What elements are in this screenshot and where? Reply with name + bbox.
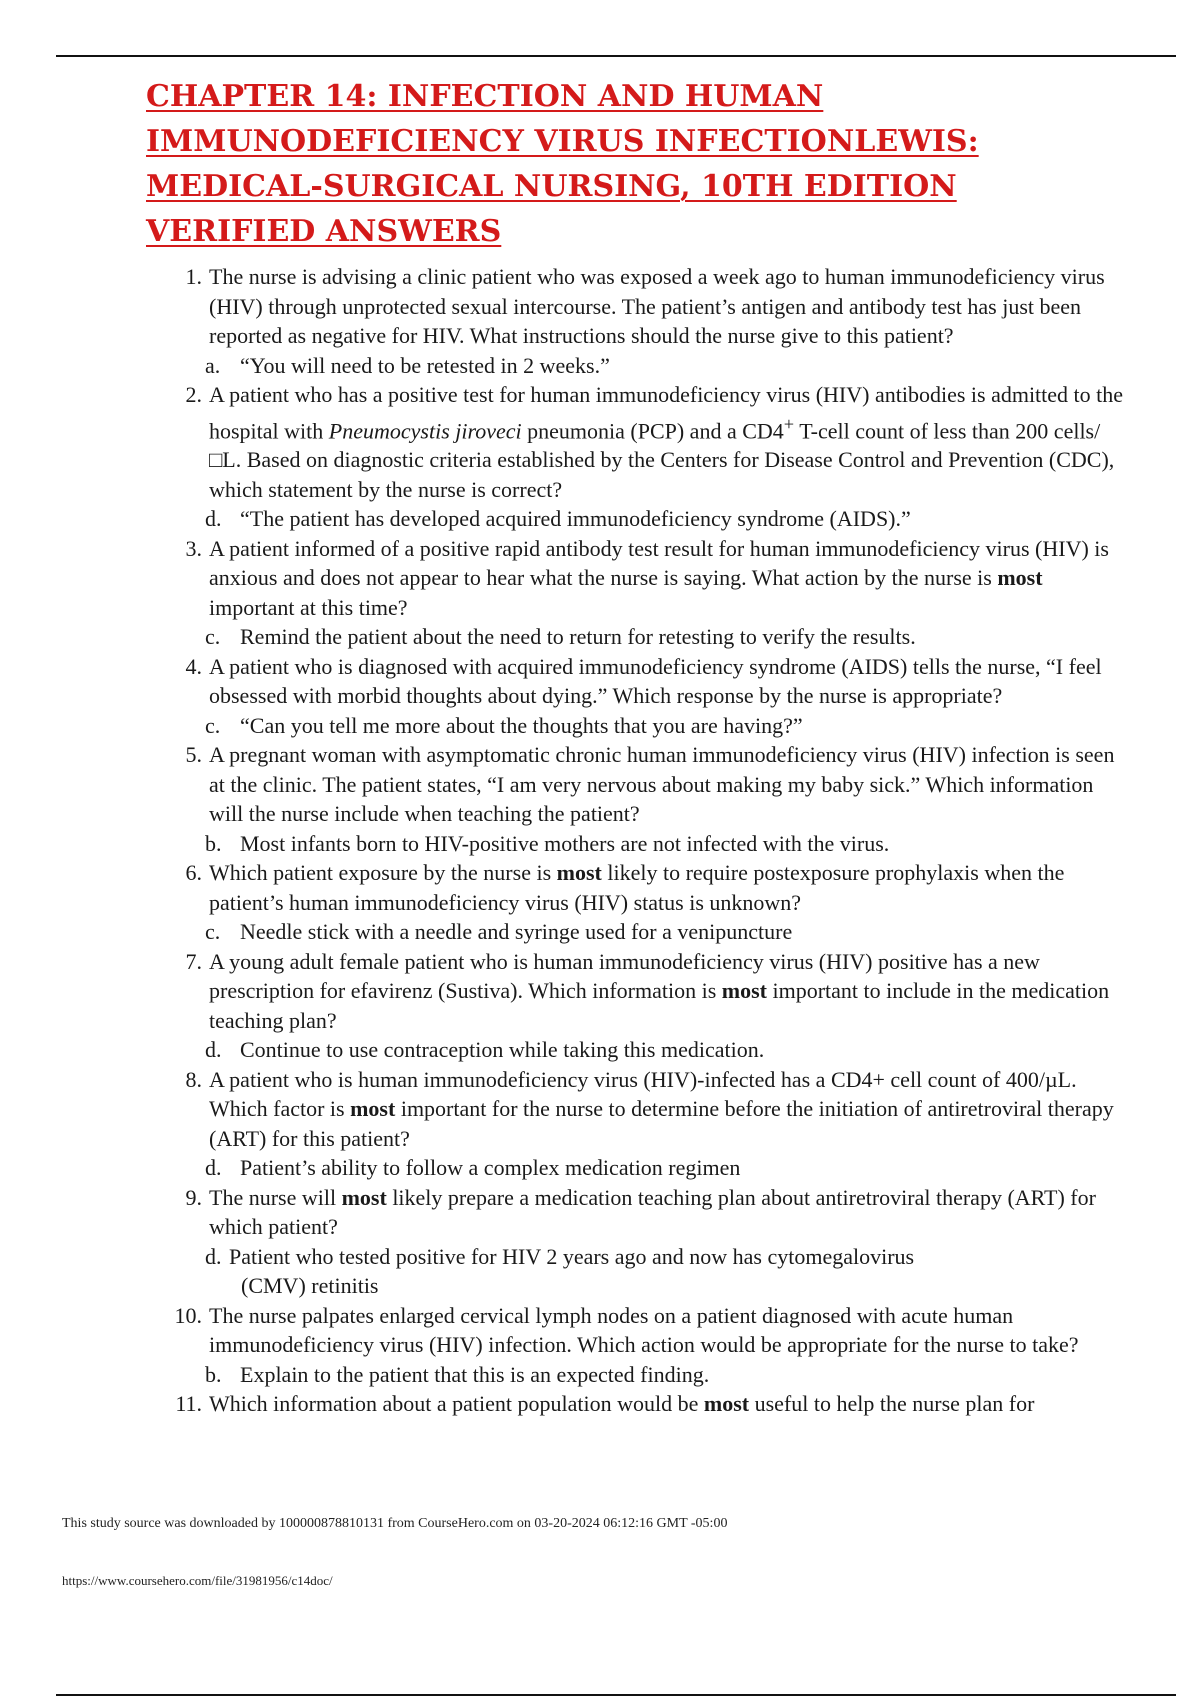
- bottom-rule: [56, 1694, 1176, 1696]
- question-2: [0, 380, 1200, 504]
- answer-6: [0, 917, 1200, 947]
- question-text-bold: most: [350, 1096, 396, 1122]
- answer-letter: b.: [205, 1361, 222, 1387]
- question-text: A patient informed of a positive rapid antibody test result for human immunodeficiency virus (HIV) is anxious and does not appear to hear what the nurse is saying. What action by the nurse is: [209, 535, 1109, 591]
- answer-text: “You will need to be retested in 2 weeks.”: [240, 352, 610, 378]
- question-number: 9.: [185, 1184, 202, 1210]
- question-10: [0, 1301, 1200, 1360]
- answer-letter: d.: [205, 1155, 222, 1181]
- question-text: Which patient exposure by the nurse is: [209, 860, 557, 886]
- question-3: [0, 534, 1200, 623]
- question-number: 1.: [185, 264, 202, 289]
- answer-text: Patient’s ability to follow a complex medication regimen: [240, 1155, 741, 1181]
- question-text: important to include in the medication teaching plan?: [209, 978, 1110, 1033]
- question-6: [0, 858, 1200, 917]
- question-text-bold: most: [703, 1391, 750, 1417]
- question-text: pneumonia (PCP) and a CD4: [521, 417, 784, 443]
- question-text: The nurse palpates enlarged cervical lymph nodes on a patient diagnosed with acute human immunodeficiency virus (HIV) infection. Which action would be appropriate for the nurse to take?: [209, 1302, 1079, 1358]
- answer-text: Most infants born to HIV-positive mothers are not infected with the virus.: [240, 830, 890, 856]
- answer-10: [0, 1360, 1200, 1390]
- answer-1: [0, 351, 1200, 381]
- answer-letter: c.: [205, 919, 221, 945]
- answer-text-continuation: (CMV) retinitis: [241, 1273, 379, 1299]
- top-rule: [56, 55, 1176, 57]
- question-4: [0, 652, 1200, 711]
- question-1: [0, 262, 1200, 351]
- answer-letter: c.: [205, 624, 221, 650]
- answer-text: “The patient has developed acquired immunodeficiency syndrome (AIDS).”: [240, 506, 911, 532]
- question-text: A patient who is diagnosed with acquired immunodeficiency syndrome (AIDS) tells the nurse, “I feel obsessed with morbid thoughts about dying.” Which response by the nurse is appropriate?: [209, 653, 1102, 709]
- question-number: 6.: [185, 860, 202, 886]
- answer-5: [0, 829, 1200, 859]
- answer-text: Continue to use contraception while taking this medication.: [240, 1037, 765, 1063]
- question-text: A patient who is human immunodeficiency virus (HIV)-infected has a CD4+ cell count of 400/µL. Which factor is: [209, 1066, 1077, 1122]
- answer-4: [0, 711, 1200, 741]
- question-text: A young adult female patient who is human immunodeficiency virus (HIV) positive has a new prescription for efavirenz (Sustiva). Which information is: [209, 948, 1040, 1004]
- question-11: [0, 1389, 1200, 1419]
- question-text: important for the nurse to determine before the initiation of antiretroviral therapy (ART) for this patient?: [209, 1096, 1114, 1151]
- question-5: [0, 740, 1200, 829]
- question-text: A patient who has a positive test for human immunodeficiency virus (HIV) antibodies is admitted to the hospital with: [209, 382, 1124, 443]
- question-number: 7.: [185, 948, 202, 974]
- answer-3: [0, 622, 1200, 652]
- question-number: 4.: [185, 653, 202, 679]
- source-url[interactable]: https://www.coursehero.com/file/31981956/c14doc/: [62, 1573, 333, 1588]
- question-7: [0, 947, 1200, 1036]
- answer-text: Remind the patient about the need to return for retesting to verify the results.: [240, 624, 916, 650]
- answer-8: [0, 1153, 1200, 1183]
- answer-letter: d.: [205, 1037, 222, 1063]
- question-text: T-cell count of less than 200 cells/□L. Based on diagnostic criteria established by the Centers for Disease Control and Prevention (CDC), which statement by the nurse is correct?: [209, 417, 1115, 502]
- question-text: The nurse will: [209, 1184, 342, 1210]
- answer-text: Explain to the patient that this is an expected finding.: [240, 1361, 710, 1387]
- answer-7: [0, 1035, 1200, 1065]
- answer-letter: b.: [205, 830, 222, 856]
- question-text-italic: Pneumocystis jiroveci: [328, 417, 522, 443]
- page-title: CHAPTER 14: INFECTION AND HUMAN IMMUNODEFICIENCY VIRUS INFECTIONLEWIS: MEDICAL-SURGICAL NURSING, 10TH EDITION VERIFIED ANSWERS: [146, 79, 979, 249]
- download-notice: This study source was downloaded by 100000878810131 from CourseHero.com on 03-20-2024 06:12:16 GMT -05:00: [62, 1516, 728, 1531]
- answer-letter: a.: [205, 352, 221, 378]
- answer-letter: d.: [205, 506, 222, 532]
- question-text: The nurse is advising a clinic patient who was exposed a week ago to human immunodeficiency virus (HIV) through unprotected sexual intercourse. The patient’s antigen and antibody test has just been reported as negative for HIV. What instructions should the nurse give to this patient?: [209, 264, 1105, 348]
- question-text: likely to require postexposure prophylaxis when the patient’s human immunodeficiency virus (HIV) status is unknown?: [209, 860, 1065, 915]
- question-list: [0, 262, 1200, 1419]
- question-text: important at this time?: [209, 594, 408, 620]
- question-number: 8.: [185, 1066, 202, 1092]
- answer-letter: d.: [205, 1243, 222, 1269]
- answer-text: Patient who tested positive for HIV 2 years ago and now has cytomegalovirus: [229, 1243, 915, 1269]
- question-number: 3.: [185, 535, 202, 561]
- question-text: Which information about a patient population would be: [209, 1391, 704, 1417]
- question-number: 11.: [175, 1391, 202, 1417]
- question-text-bold: most: [341, 1184, 387, 1210]
- question-text: likely prepare a medication teaching plan about antiretroviral therapy (ART) for which patient?: [209, 1184, 1096, 1240]
- answer-2: [0, 504, 1200, 534]
- question-number: 2.: [185, 382, 202, 407]
- question-8: [0, 1065, 1200, 1154]
- question-number: 10.: [174, 1302, 202, 1328]
- question-text-bold: most: [997, 565, 1043, 591]
- question-text-superscript: +: [783, 413, 795, 434]
- question-text: A pregnant woman with asymptomatic chronic human immunodeficiency virus (HIV) infection is seen at the clinic. The patient states, “I am very nervous about making my baby sick.” Which information will the nurse include when teaching the patient?: [209, 742, 1115, 827]
- answer-9: [0, 1242, 1200, 1301]
- answer-text: Needle stick with a needle and syringe used for a venipuncture: [240, 919, 793, 945]
- answer-letter: c.: [205, 712, 221, 738]
- question-text-bold: most: [721, 978, 767, 1004]
- question-number: 5.: [185, 742, 202, 768]
- question-text: useful to help the nurse plan for: [749, 1391, 1035, 1417]
- question-text-bold: most: [556, 860, 602, 886]
- question-9: [0, 1183, 1200, 1242]
- answer-text: “Can you tell me more about the thoughts that you are having?”: [240, 712, 803, 738]
